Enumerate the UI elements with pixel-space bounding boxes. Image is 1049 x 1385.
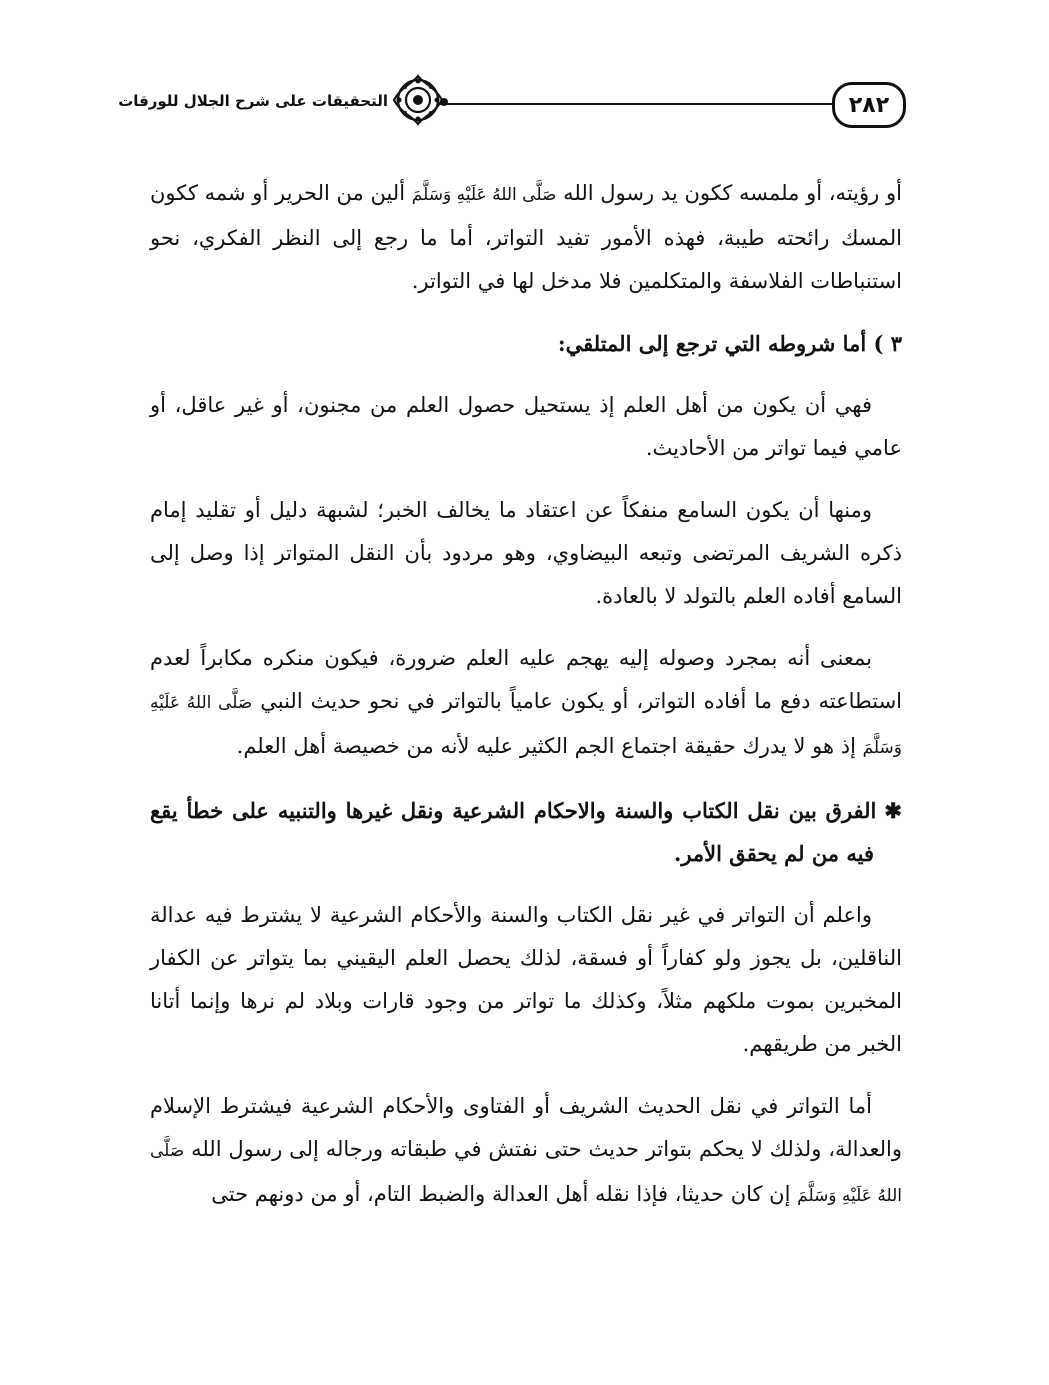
header-divider [440, 103, 832, 105]
paragraph-4-text-a: بمعنى أنه بمجرد وصوله إليه يهجم عليه العلم ضرورة، فيكون منكره مكابراً لعدم استطاعته دفع ما أفاده التواتر، أو يكون عامياً بالتواتر في نحو حديث النبي [150, 646, 902, 713]
paragraph-4-text-b: إذ هو لا يدرك حقيقة اجتماع الجم الكثير عليه لأنه من خصيصة أهل العلم. [236, 734, 863, 758]
paragraph-2: فهي أن يكون من أهل العلم إذ يستحيل حصول العلم من مجنون، أو غير عاقل، أو عامي فيما تواتر من الأحاديث. [150, 393, 902, 460]
bullet-heading-text: الفرق بين نقل الكتاب والسنة والاحكام الشرعية ونقل غيرها والتنبيه على خطأ يقع فيه من لم يحقق الأمر. [150, 798, 877, 866]
salawat-glyph-2: صَلَّى اللهُ عَلَيْهِ وَسَلَّمَ [150, 693, 902, 758]
salawat-glyph-3: صَلَّى اللهُ عَلَيْهِ وَسَلَّمَ [150, 1141, 902, 1206]
salawat-glyph: صَلَّى اللهُ عَلَيْهِ وَسَلَّمَ [411, 185, 557, 205]
page-number: ٢٨٢ [832, 82, 906, 128]
asterisk-bullet-icon: ✱ [884, 798, 902, 823]
paragraph-6-text-a: أما التواتر في نقل الحديث الشريف أو الفتاوى والأحكام الشرعية فيشترط الإسلام والعدالة، ولذلك لا يحكم بتواتر حديث حتى نفتش في طبقاته ورجاله إلى رسول الله [150, 1094, 902, 1161]
paragraph-5: واعلم أن التواتر في غير نقل الكتاب والسنة والأحكام الشرعية لا يشترط فيه عدالة الناقلين، بل يجوز ولو كفاراً أو فسقة، لذلك يحصل العلم اليقيني بما يتواتر عن الكفار المخبرين بموت ملكهم مثلاً، وكذلك ما تواتر من وجود قارات وبلاد لم نرها وإنما أتانا الخبر من طريقهم. [150, 903, 902, 1056]
paragraph-6 [150, 1085, 902, 1218]
section-heading-3: ٣ ) أما شروطه التي ترجع إلى المتلقي: [557, 331, 902, 356]
paragraph-1-text-a: أو رؤيته، أو ملمسه ككون يد رسول الله [556, 181, 902, 205]
book-title: التحقيقات على شرح الجلال للورقات [118, 92, 388, 110]
paragraph-3: ومنها أن يكون السامع منفكاً عن اعتقاد ما يخالف الخبر؛ لشبهة دليل أو تقليد إمام ذكره الشريف المرتضى وتبعه البيضاوي، وهو مردود بأن النقل المتواتر إذا وصل إلى السامع أفاده العلم بالتولد لا بالعادة. [150, 498, 902, 608]
paragraph-4 [150, 637, 902, 770]
bullet-heading [150, 789, 902, 875]
paragraph-6-text-b: إن كان حديثا، فإذا نقله أهل العدالة والضبط التام، أو من دونهم حتى [211, 1182, 798, 1206]
paragraph-1 [150, 172, 902, 303]
page-content [150, 172, 902, 1218]
paragraph-1-text-b: ألين من الحرير أو شمه ككون المسك رائحته طيبة، فهذه الأمور تفيد التواتر، أما ما رجع إلى النظر الفكري، نحو استنباطات الفلاسفة والمتكلمين فلا مدخل لها في التواتر. [150, 181, 902, 293]
page-header [0, 0, 1049, 160]
ornament-icon [390, 72, 446, 128]
